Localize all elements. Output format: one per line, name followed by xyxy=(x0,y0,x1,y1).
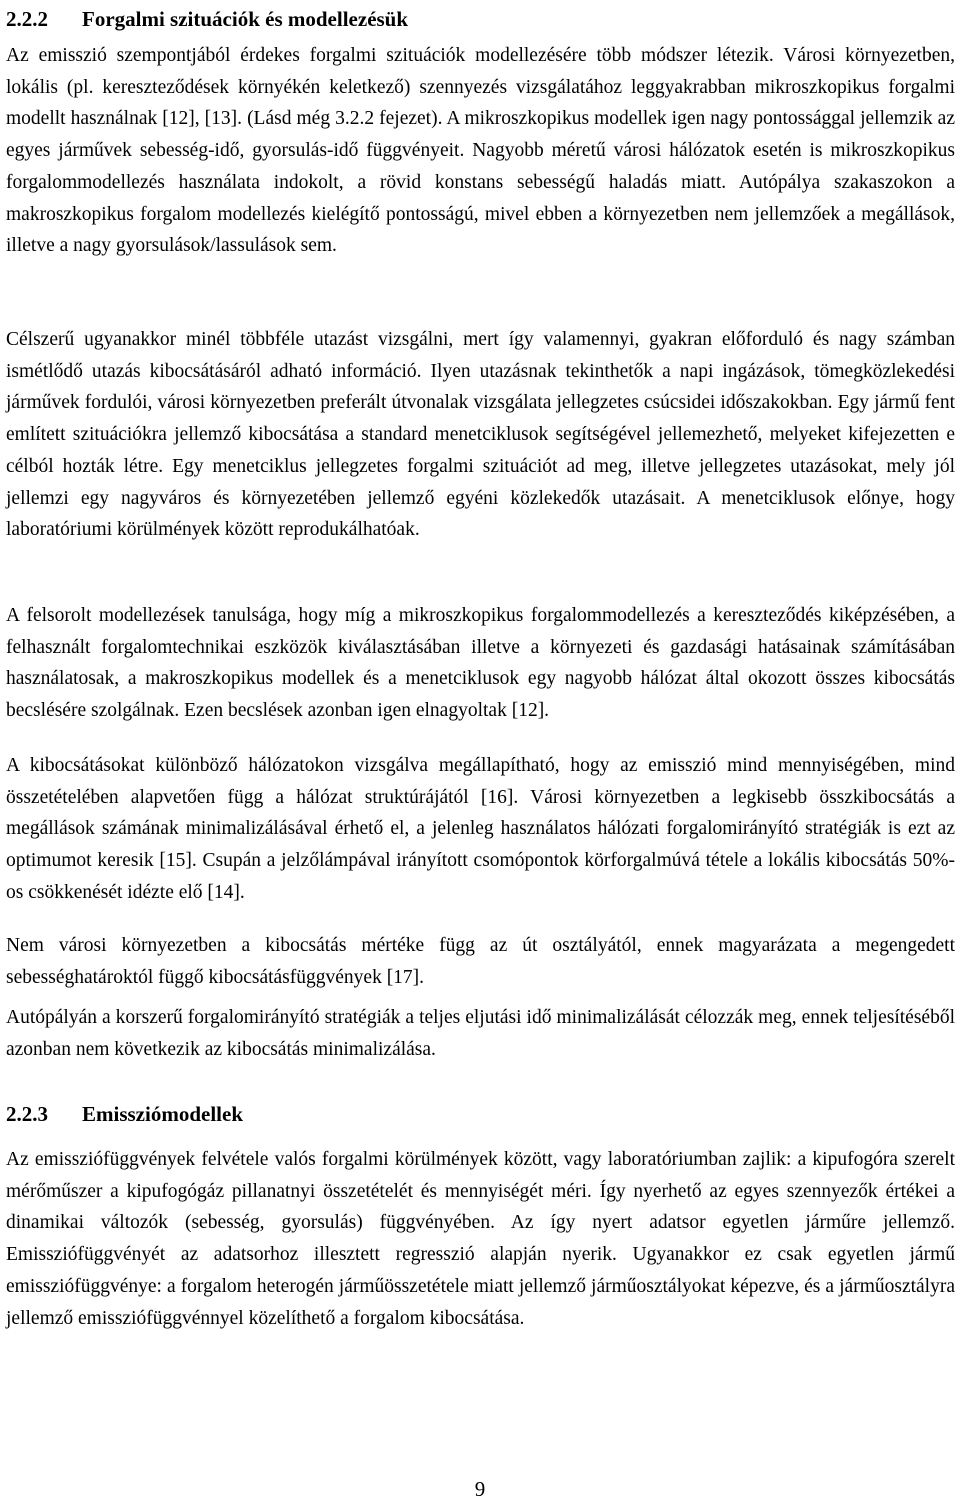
paragraph-journeys: Célszerű ugyanakkor minél többféle utazást vizsgálni, mert így valamennyi, gyakran előforduló és nagy számban ismétlődő utazás kibocsátásáról adható információ. Ilyen utazásnak tekinthetők a napi ingázások, tömegközlekedési járművek fordulói, városi környezetben preferált útvonalak vizsgálata jellegzetes csúcsidei időszakokban. Egy jármű fent említett szituációkra jellemző kibocsátása a standard menetciklusok segítségével jellemezhető, melyeket kifejezetten e célból hozták létre. Egy menetciklus jellegzetes forgalmi szituációt ad meg, illetve jellegzetes utazásokat, mely jól jellemzi egy nagyváros és környezetében jellemző egyéni közlekedők utazásait. A menetciklusok előnye, hogy laboratóriumi körülmények között reprodukálhatóak. xyxy=(6,329,955,541)
section-heading-2-2-2 xyxy=(6,6,408,32)
section-title: Emissziómodellek xyxy=(82,1102,243,1126)
section-title: Forgalmi szituációk és modellezésük xyxy=(82,7,409,31)
paragraph-traffic-modelling: Az emisszió szempontjából érdekes forgalmi szituációk modellezésére több módszer létezik. Városi környezetben, lokális (pl. kereszteződések környékén keletkező) szennyezés vizsgálatához leggyakrabban mikroszkopikus forgalmi modellt használnak [12], [13]. (Lásd még 3.2.2 fejezet). A mikroszkopikus modellek igen nagy pontossággal jellemzik az egyes járművek sebesség-idő, gyorsulás-idő függvényeit. Nagyobb méretű városi hálózatok esetén is mikroszkopikus forgalommodellezés használata indokolt, a rövid konstans sebességű haladás miatt. Autópálya szakaszokon a makroszkopikus forgalom modellezés kielégítő pontosságú, mivel ebben a környezetben nem jellemzőek a megállások, illetve a nagy gyorsulások/lassulások sem. xyxy=(6,45,955,257)
paragraph-non-urban: Nem városi környezetben a kibocsátás mértéke függ az út osztályától, ennek magyarázata a megengedett sebességhatároktól függő kibocsátásfüggvények [17]. xyxy=(6,935,955,988)
page-number: 9 xyxy=(474,1477,486,1501)
section-heading-2-2-3 xyxy=(6,1101,243,1127)
section-number: 2.2.2 xyxy=(6,7,48,31)
paragraph-model-conclusions: A felsorolt modellezések tanulsága, hogy míg a mikroszkopikus forgalommodellezés a kereszteződés kiképzésében, a felhasznált forgalomtechnikai eszközök kiválasztásában illetve a környezeti és gazdasági hatásainak számításában használatosak, a makroszkopikus modellek és a menetciklusok egy nagyobb hálózat által okozott összes kibocsátás becslésére szolgálnak. Ezen becslések azonban igen elnagyoltak [12]. xyxy=(6,605,955,722)
section-number: 2.2.3 xyxy=(6,1102,48,1126)
paragraph-emission-functions: Az emissziófüggvények felvétele valós forgalmi körülmények között, vagy laboratóriumban zajlik: a kipufogóra szerelt mérőműszer a kipufogógáz pillanatnyi összetételét és mennyiségét méri. Így nyerhető az egyes szennyezők értékei a dinamikai változók (sebesség, gyorsulás) függvényében. Az így nyert adatsor egyetlen járműre jellemző. Emissziófüggvényét az adatsorhoz illesztett regresszió alapján nyerik. Ugyanakkor ez csak egyetlen jármű emissziófüggvénye: a forgalom heterogén járműösszetétele miatt jellemző járműosztályokat képezve, és a járműosztályra jellemző emissziófüggvénnyel közelíthető a forgalom kibocsátása. xyxy=(6,1149,955,1329)
paragraph-motorway: Autópályán a korszerű forgalomirányító stratégiák a teljes eljutási idő minimalizálását célozzák meg, ennek teljesítéséből azonban nem következik az kibocsátás minimalizálása. xyxy=(6,1007,955,1060)
paragraph-network-emissions: A kibocsátásokat különböző hálózatokon vizsgálva megállapítható, hogy az emisszió mind mennyiségében, mind összetételében alapvetően függ a hálózat struktúrájától [16]. Városi környezetben a legkisebb összkibocsátás a megállások számának minimalizálásával érhető el, a jelenleg használatos hálózati forgalomirányító stratégiák is ezt az optimumot keresik [15]. Csupán a jelzőlámpával irányított csomópontok körforgalmúvá tétele a lokális kibocsátás 50%-os csökkenését idézte elő [14]. xyxy=(6,755,955,903)
